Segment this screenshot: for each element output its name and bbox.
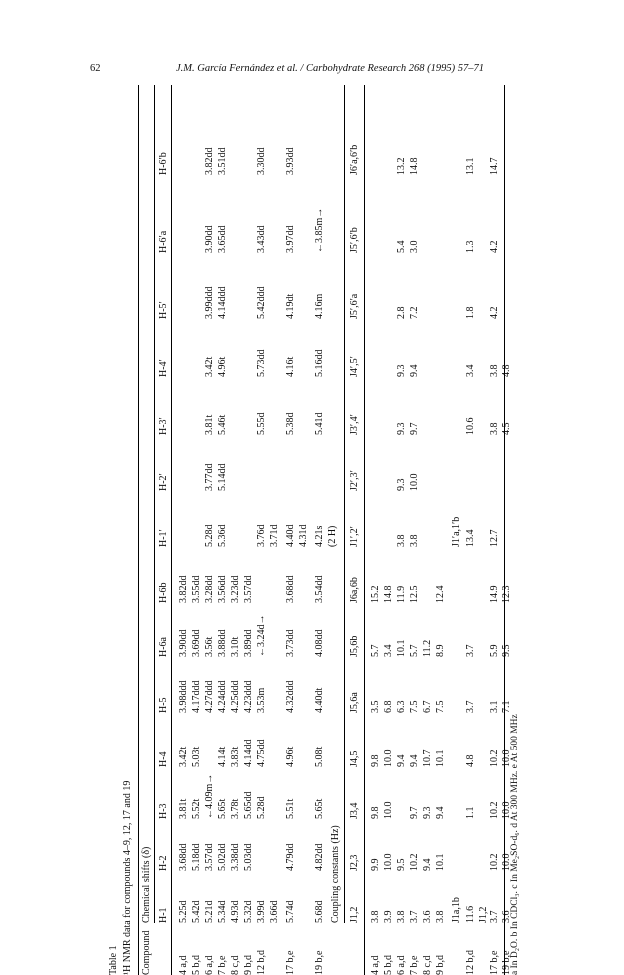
shift-cell: 5.65t [217,798,228,819]
shift-cell: 3.82dd [178,575,189,603]
shift-cell: 4.19dt [285,293,296,319]
shift-col-header: H-1 [158,907,169,923]
coupling-col-header: J5,6a [349,692,360,713]
shift-cell: 5.42ddd [256,286,267,319]
shift-col-header: H-2 [158,855,169,871]
shift-cell: 4.32ddd [285,680,296,713]
coupling-cell: 9.8 [370,806,381,819]
shift-cell: 3.99ddd [204,286,215,319]
coupling-col-header: J2,3 [349,854,360,871]
coupling-cell: 7.5 [435,700,446,713]
coupling-cell: 5.7 [370,644,381,657]
coupling-cell: 12.7 [489,529,500,547]
compound-label: 17 b,e [285,950,296,975]
coupling-col-header: J4,5 [349,750,360,767]
coupling-header: Coupling constants (Hz) [330,825,341,923]
compound-header: Compound [141,930,152,975]
shift-cell: 4.40dt [314,687,325,713]
table-footnote: a In D₂O. b In CDCl₃. c In Me₂SO-d₆. d At 300 MHz. e At 500 MHz [510,714,520,975]
shift-cell: 5.42d [191,900,202,923]
shift-cell: 3.30dd [256,147,267,175]
shift-cell: 4.23ddd [243,680,254,713]
shift-col-header: H-6′a [158,230,169,253]
coupling-cell: 1.1 [465,806,476,819]
shift-cell: 3.56t [204,636,215,657]
coupling-cell: 1.8 [465,306,476,319]
coupling-cell: 9.5 [396,858,407,871]
shift-cell: 3.82dd [204,147,215,175]
coupling-cell: 4.8 [501,364,512,377]
coupling-cell: 3.1 [489,700,500,713]
shift-col-header: H-3 [158,803,169,819]
coupling-cell: 7.1 [501,700,512,713]
shift-cell: 5.21d [204,900,215,923]
coupling-col-header: J5′,6′a [349,293,360,319]
coupling-cell: 3.8 [489,364,500,377]
compound-label: 4 a,d [370,955,381,975]
compound-label: 9 b,d [435,955,446,975]
shift-cell: 3.81t [178,798,189,819]
shift-cell: 4.16t [285,356,296,377]
shift-cell: 5.32d [243,900,254,923]
coupling-cell: 9.5 [501,644,512,657]
compound-label: 8 c,d [422,955,433,975]
coupling-cell: 3.8 [370,910,381,923]
coupling-cell: 5.4 [396,240,407,253]
shift-cell: 3.90dd [204,225,215,253]
coupling-cell: 10.2 [489,853,500,871]
coupling-header-rule [344,85,345,923]
coupling-cell: 7.5 [409,700,420,713]
coupling-cell: 3.7 [465,644,476,657]
compound-label: 9 b,d [243,955,254,975]
coupling-cell: 10.0 [501,853,512,871]
coupling-cell: 13.4 [465,529,476,547]
shift-cell: 3.53m [256,687,267,713]
shift-cell: 3.56dd [217,575,228,603]
coupling-col-header: J6a,6b [349,577,360,603]
shift-cell: 3.97dd [285,225,296,253]
coupling-cell: 3.8 [396,534,407,547]
shift-cell: 3.78t [230,798,241,819]
shift-cell: 3.28dd [204,575,215,603]
shift-cell: 5.41d [314,412,325,435]
coupling-cell: 10.6 [465,417,476,435]
coupling-cell: J1′a,1′b [451,516,462,547]
shift-cell: 3.99d [256,900,267,923]
coupling-cell: 3.7 [409,910,420,923]
coupling-cell: 11.2 [422,639,433,657]
shift-cell: 5.52t [191,798,202,819]
coupling-cell: 10.0 [409,473,420,491]
shift-col-header: H-4′ [158,359,169,377]
shift-cell: 4.25ddd [230,680,241,713]
compound-label: 6 a,d [204,955,215,975]
shift-cell: 4.21s [314,525,325,547]
shift-cell: 4.14ddd [217,286,228,319]
coupling-cell: 6.3 [396,700,407,713]
shift-cell: 4.93d [230,900,241,923]
shift-cell: 5.55d [256,412,267,435]
shift-cell: 4.24ddd [217,680,228,713]
coupling-cell: 14.9 [489,585,500,603]
coupling-cell: 9.4 [422,858,433,871]
shift-cell: ←3.24d→ [256,614,267,657]
coupling-cell: 10.0 [383,801,394,819]
coupling-cell: 10.1 [396,639,407,657]
coupling-col-header: J6′a,6′b [349,144,360,175]
compound-label: 19 b,e [501,950,512,975]
shift-cell: 4.82dd [314,843,325,871]
shift-cell: 3.42t [204,356,215,377]
coupling-cell: 3.5 [370,700,381,713]
page-header [0,0,624,80]
coupling-cell: 9.9 [370,858,381,871]
shift-cell: 5.74d [285,900,296,923]
coupling-cell: 6.7 [422,700,433,713]
shift-cell: 3.65dd [217,225,228,253]
coupling-cell: 10.2 [489,801,500,819]
running-head: J.M. García Fernández et al. / Carbohydrate Research 268 (1995) 57–71 [176,63,485,74]
shift-cell: 3.68dd [285,575,296,603]
coupling-cell: 12.4 [435,585,446,603]
shift-col-header: H-3′ [158,417,169,435]
shift-cell: 3.10t [230,636,241,657]
shift-cell: 3.88dd [217,629,228,657]
shift-cell: 3.68dd [178,843,189,871]
shift-cell: 3.71d [269,524,280,547]
compound-label: 4 a,d [178,955,189,975]
coupling-cell: 11.6 [465,905,476,923]
coupling-cell: 5.7 [409,644,420,657]
coupling-cell: J1,2 [478,906,489,923]
page-number: 62 [90,63,101,74]
shift-cell: 5.36d [217,524,228,547]
coupling-cell: 10.0 [501,801,512,819]
shift-col-header: H-5′ [158,301,169,319]
coupling-col-header: J1,2 [349,906,360,923]
coupling-cell: 9.8 [370,754,381,767]
shift-col-header: H-4 [158,751,169,767]
compound-label: 8 c,d [230,955,241,975]
shift-cell: 5.18dd [191,843,202,871]
shift-cell: 3.69dd [191,629,202,657]
shift-cell: 3.51dd [217,147,228,175]
shift-col-header: H-6b [158,582,169,603]
shifts-header: Chemical shifts (δ) [141,846,152,923]
coupling-col-header: J5′,6′b [349,227,360,253]
shift-cell: 4.96t [217,356,228,377]
shift-cell: 5.03t [191,746,202,767]
coupling-columns-rule [364,85,365,975]
shifts-header-rule [154,85,155,923]
coupling-col-header: J2′,3′ [349,470,360,491]
shift-cell: 3.93dd [285,147,296,175]
shift-cell: ←3.85m→ [314,207,325,253]
coupling-cell: 3.0 [409,240,420,253]
shift-cell: 3.57dd [204,843,215,871]
compound-label: 6 a,d [396,955,407,975]
compound-label: 12 b,d [465,950,476,975]
shift-col-header: H-6a [158,637,169,657]
coupling-cell: 3.4 [465,364,476,377]
shift-cell: 5.03dd [243,843,254,871]
shift-cell: 3.66d [269,900,280,923]
coupling-cell: 9.7 [409,422,420,435]
shift-cell: 3.90dd [178,629,189,657]
shift-cell: 5.28d [256,796,267,819]
coupling-cell: 3.8 [409,534,420,547]
compound-label: 12 b,d [256,950,267,975]
coupling-cell: 5.9 [489,644,500,657]
shift-cell: 5.73dd [256,349,267,377]
shift-cell: 4.27ddd [204,680,215,713]
shift-cell: 4.40d [285,524,296,547]
shift-cell: 5.51t [285,798,296,819]
shift-cell: 3.54dd [314,575,325,603]
shift-cell: 3.43dd [256,225,267,253]
coupling-cell: 10.7 [422,749,433,767]
coupling-cell: 10.1 [435,749,446,767]
coupling-cell: 9.3 [396,364,407,377]
coupling-cell: 9.3 [396,422,407,435]
shift-cell: 5.02dd [217,843,228,871]
compound-label: 17 b,e [489,950,500,975]
shift-col-header: H-2′ [158,473,169,491]
coupling-cell: 10.1 [435,853,446,871]
shift-cell: 5.34d [217,900,228,923]
coupling-cell: 8.9 [435,644,446,657]
shift-cell: 3.23dd [230,575,241,603]
shift-cell: 3.73dd [285,629,296,657]
shift-cell: 3.77dd [204,463,215,491]
coupling-cell: 4.2 [489,240,500,253]
shift-cell: 3.98ddd [178,680,189,713]
shift-cell: 4.16m [314,293,325,319]
shift-cell: 5.28d [204,524,215,547]
shift-cell: 5.08t [314,746,325,767]
shift-cell: 5.14dd [217,463,228,491]
coupling-cell: 14.8 [383,585,394,603]
shift-cell: 5.38d [285,412,296,435]
coupling-cell: 1.3 [465,240,476,253]
coupling-cell: 3.8 [396,910,407,923]
compound-label: 19 b,e [314,950,325,975]
coupling-cell: 10.0 [383,853,394,871]
coupling-cell: 2.8 [396,306,407,319]
coupling-cell: 9.4 [409,754,420,767]
coupling-cell: 6.8 [383,700,394,713]
coupling-cell: 9.7 [409,806,420,819]
coupling-cell: 10.0 [501,749,512,767]
coupling-cell: 3.4 [383,644,394,657]
shift-cell: 5.65t [314,798,325,819]
compound-label: 7 b,e [217,955,228,975]
coupling-cell: 3.9 [383,910,394,923]
coupling-cell: 14.8 [409,157,420,175]
coupling-cell: 9.3 [422,806,433,819]
coupling-cell: 10.0 [383,749,394,767]
coupling-cell: 13.1 [465,157,476,175]
table-bottom-rule [504,85,505,975]
shift-cell: 4.14t [217,746,228,767]
coupling-col-header: J5,6b [349,635,360,657]
shift-cell: 5.68d [314,900,325,923]
shift-cell: 4.96t [285,746,296,767]
compound-label: 7 b,e [409,955,420,975]
shift-columns-rule [171,85,172,975]
coupling-cell: 3.7 [465,700,476,713]
coupling-cell: 13.2 [396,157,407,175]
shift-cell: 4.31d [298,524,309,547]
shift-cell: 3.89dd [243,629,254,657]
coupling-cell: 12.3 [501,585,512,603]
coupling-cell: 7.2 [409,306,420,319]
rotated-table [108,85,528,975]
coupling-col-header: J3,4 [349,802,360,819]
shift-cell: 3.42t [178,746,189,767]
shift-cell: 4.17ddd [191,680,202,713]
shift-col-header: H-5 [158,697,169,713]
coupling-col-header: J4′,5′ [349,356,360,377]
shift-cell: 5.16dd [314,349,325,377]
table-title: ¹H NMR data for compounds 4–9, 12, 17 and 19 [122,780,133,975]
shift-cell: 4.08dd [314,629,325,657]
shift-cell: 5.65dd [243,791,254,819]
shift-col-header: H-6′b [158,152,169,175]
coupling-cell: 3.7 [489,910,500,923]
coupling-cell: 9.4 [409,364,420,377]
shift-cell: 4.14dd [243,739,254,767]
coupling-cell: 15.2 [370,585,381,603]
shift-col-header: H-1′ [158,529,169,547]
shift-cell: 3.81t [204,414,215,435]
compound-label: 5 b,d [383,955,394,975]
coupling-cell: 10.2 [409,853,420,871]
shift-cell: 4.79dd [285,843,296,871]
coupling-cell: 9.3 [396,478,407,491]
coupling-col-header: J3′,4′ [349,414,360,435]
coupling-cell: 3.6 [422,910,433,923]
table-label: Table 1 [108,945,119,975]
coupling-cell: 3.8 [489,422,500,435]
shift-cell: ←4.09m→ [204,773,215,819]
coupling-cell: 4.8 [465,754,476,767]
shift-cell: 5.25d [178,900,189,923]
coupling-cell: J1a,1b [451,897,462,923]
coupling-cell: 3.6 [501,910,512,923]
coupling-cell: 14.7 [489,157,500,175]
coupling-cell: 4.5 [501,422,512,435]
shift-cell: 3.57dd [243,575,254,603]
coupling-col-header: J1′,2′ [349,526,360,547]
coupling-cell: 12.5 [409,585,420,603]
shift-cell: 3.38dd [230,843,241,871]
shift-cell: 4.75dd [256,739,267,767]
coupling-cell: 4.2 [489,306,500,319]
coupling-cell: 11.9 [396,585,407,603]
table-top-rule [138,85,139,975]
shift-cell: 5.46t [217,414,228,435]
shift-cell: 3.83t [230,746,241,767]
coupling-cell: 10.2 [489,749,500,767]
coupling-cell: 9.4 [396,754,407,767]
coupling-cell: 3.8 [435,910,446,923]
compound-label: 5 b,d [191,955,202,975]
shift-cell: 3.76d [256,524,267,547]
shift-cell: 3.55dd [191,575,202,603]
shift-cell: (2 H) [327,525,338,547]
coupling-cell: 9.4 [435,806,446,819]
